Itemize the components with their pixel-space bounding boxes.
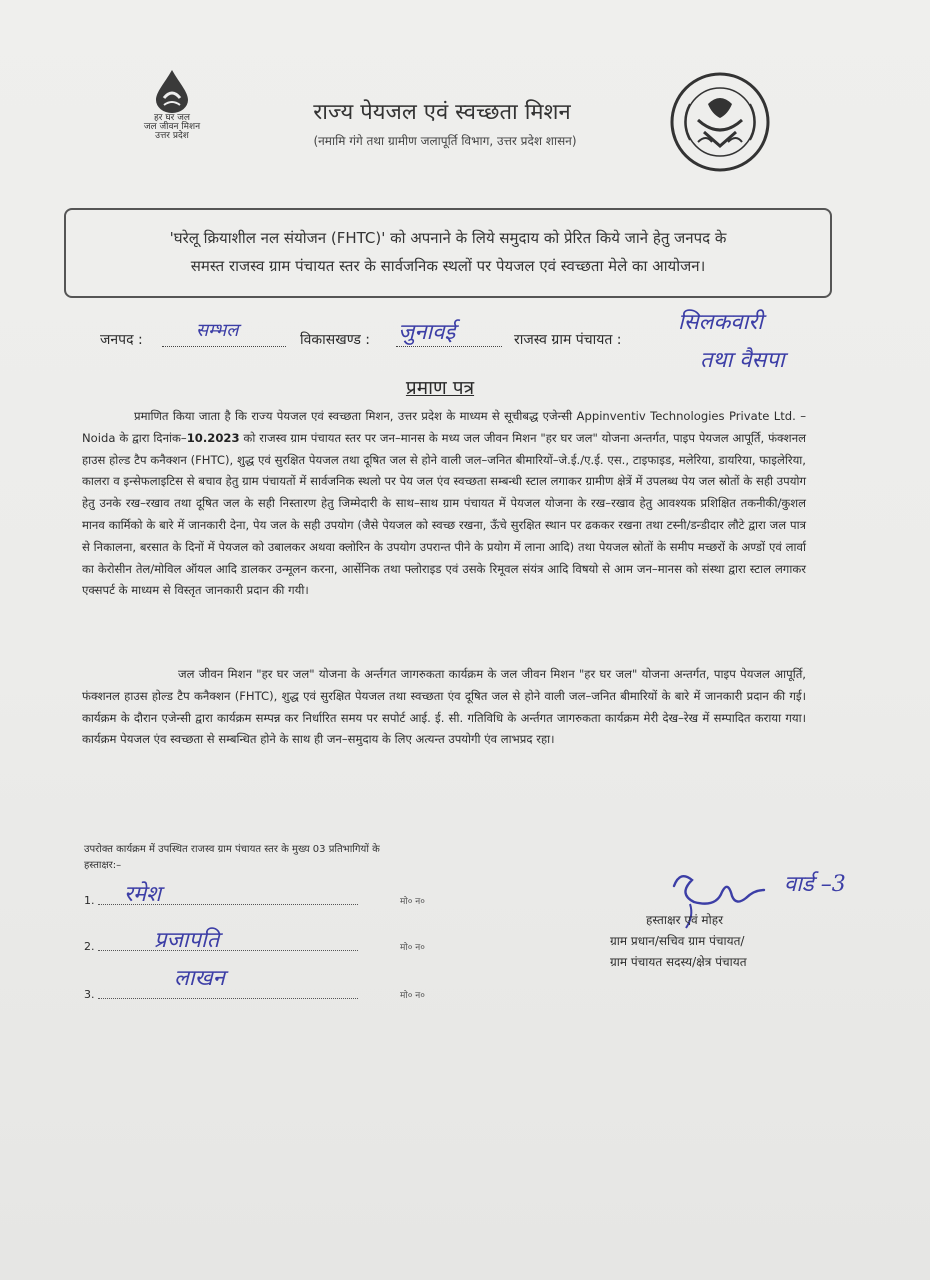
stamp-line-1: हस्ताक्षर एवं मोहर xyxy=(646,913,724,927)
mobile-label-1: मो० न० xyxy=(400,897,425,907)
panchayat-label: राजस्व ग्राम पंचायत : xyxy=(514,332,622,348)
vikaskhand-value: जुनावई xyxy=(398,320,456,345)
panchayat-value-1: सिलकवारी xyxy=(678,310,764,335)
janpad-value: सम्भल xyxy=(196,320,239,341)
signature-line xyxy=(98,950,358,951)
participant-number: 1. xyxy=(84,894,95,907)
participant-row-1 xyxy=(84,882,404,910)
panchayat-value-2: तथा वैसपा xyxy=(700,348,785,373)
official-stamp-text xyxy=(610,910,830,973)
certificate-paragraph-2: जल जीवन मिशन "हर घर जल" योजना के अर्न्तगत जागरुकता कार्यक्रम के जल जीवन मिशन "हर घर जल" योजना अन्तर्गत, पाइप पेयजल आपूर्ति, फंक्शनल हाउस होल्ड टैप कनैक्शन (FHTC), शुद्ध एवं सुरक्षित पेयजल तथा स्वच्छता एंव दूषित जल से होने वाली जल–जनित बीमारियों के बारे में जानकारी प्रदान की गई। कार्यक्रम के दौरान एजेन्सी द्वारा कार्यक्रम सम्पन्न कर निर्धारित समय पर सपोर्ट आई. ई. सी. गतिविधि के अर्न्तगत जागरुकता कार्यक्रम मेरी देख–रेख में सम्पादित कराया गया। कार्यक्रम पेयजल एंव स्वच्छता से सम्बन्धित होने के साथ ही जन–समुदाय के लिए अत्यन्त उपयोगी एंव लाभप्रद रहा। xyxy=(82,667,806,747)
p1-start: प्रमाणित किया जाता है कि राज्य पेयजल एवं स्वच्छता मिशन, उत्तर प्रदेश के माध्यम से सूचीबद्ध एजेन्सी Appinventiv Technologies Private Ltd. – Noida के द्वारा दिनांक– xyxy=(82,409,806,445)
logo-caption-3: उत्तर प्रदेश xyxy=(155,131,189,141)
logo-caption-1: हर घर जल xyxy=(154,113,190,123)
stamp-line-3: ग्राम पंचायत सदस्य/क्षेत्र पंचायत xyxy=(610,955,747,969)
ward-note: वार्ड –3 xyxy=(784,872,846,897)
logo-caption-2: जल जीवन मिशन xyxy=(143,122,201,132)
mobile-label-2: मो० न० xyxy=(400,943,425,953)
location-fields xyxy=(100,310,800,373)
page-title: राज्य पेयजल एवं स्वच्छता मिशन xyxy=(313,100,571,125)
participant-signature: रमेश xyxy=(124,882,162,907)
certificate-heading: प्रमाण पत्र xyxy=(405,377,475,399)
har-ghar-jal-logo xyxy=(132,68,212,154)
event-title-line-2: समस्त राजस्व ग्राम पंचायत स्तर के सार्वजनिक स्थलों पर पेयजल एवं स्वच्छता मेले का आयोजन। xyxy=(190,257,706,275)
vikaskhand-label: विकासखण्ड : xyxy=(300,332,371,348)
water-drop-icon xyxy=(152,68,192,114)
participant-row-3 xyxy=(84,966,404,1004)
signatures-intro-line-2: हस्ताक्षर:– xyxy=(84,860,122,871)
event-date: 10.2023 xyxy=(186,430,240,445)
up-government-emblem xyxy=(668,70,772,174)
signature-line xyxy=(98,998,358,999)
participant-signature: लाखन xyxy=(174,966,225,991)
participant-number: 2. xyxy=(84,940,95,953)
stamp-line-2: ग्राम प्रधान/सचिव ग्राम पंचायत/ xyxy=(610,934,745,948)
participant-number: 3. xyxy=(84,988,95,1001)
certificate-paragraph-1 xyxy=(82,406,806,602)
participant-row-2 xyxy=(84,928,404,956)
mobile-label-3: मो० न० xyxy=(400,991,425,1001)
event-title-box xyxy=(64,208,832,298)
event-title-line-1: 'घरेलू क्रियाशील नल संयोजन (FHTC)' को अपनाने के लिये समुदाय को प्रेरित किये जाने हेतु जनपद के xyxy=(169,229,727,247)
signatures-intro-line-1: उपरोक्त कार्यक्रम में उपस्थित राजस्व ग्राम पंचायत स्तर के मुख्य 03 प्रतिभागियों के xyxy=(84,844,380,855)
signatures-intro xyxy=(84,842,504,874)
page-subtitle: (नमामि गंगे तथा ग्रामीण जलापूर्ति विभाग, उत्तर प्रदेश शासन) xyxy=(313,134,577,148)
participant-signature: प्रजापति xyxy=(154,928,220,953)
p1-rest: को राजस्व ग्राम पंचायत स्तर पर जन–मानस के मध्य जल जीवन मिशन "हर घर जल" योजना अन्तर्गत, पाइप पेयजल आपूर्ति, फंक्शनल हाउस होल्ड टैप कनैक्शन (FHTC), शुद्ध एवं सुरक्षित पेयजल तथा दूषित जल से होने वाली जल–जनित बीमारियों–जे.ई./ए.ई. एस., टाइफाइड, मलेरिया, डायरिया, फाइलेरिया, कालरा व इन्सेफलाइटिस से बचाव हेतु ग्राम पंचायतों में सार्वजनिक स्थलो पर पेय जल एंव स्वच्छता सम्बन्धी स्टाल लगाकर ग्रामीण क्षेत्रें में उपलब्ध पेय जल स्रोतों के सही उपयोग हेतु उनके रख–रखाव तथा दूषित जल के सही निस्तारण हेतु जिम्मेदारी के साथ–साथ ग्राम पंचायत में पेयजल योजना के रख–रखाव हेतु आवश्यक प्रशिक्षित तकनीकी/कुशल मानव कार्मिको के बारे में जानकारी देना, पेय जल के सही उपयोग (जैसे पेयजल को स्वच्छ रखना, ऊँचे सुरक्षित स्थान पर ढककर रखना तथा टस्नी/डन्डीदार लौटे द्वारा जल पात्र से निकालना, बरसात के दिनों में पेयजल को उबालकर अथवा क्लोरिन के उपयोग उपरान्त पीने के प्रयोग में लाना आदि) तथा पेयजल स्रोतों के समीप मच्छरों के अण्डों एवं लार्वा का केरोसीन तेल/मोविल ऑयल आदि डालकर उन्मूलन करना, आर्सेनिक तथा फ्लोराइड एवं उसके रिमूवल संयंत्र आदि विषयो से आम जन–मानस को संस्था द्वारा स्टाल लगाकर एक्सपर्ट के माध्यम से विस्तृत जानकारी प्रदान की गयी। xyxy=(82,430,806,598)
janpad-label: जनपद : xyxy=(100,332,143,348)
